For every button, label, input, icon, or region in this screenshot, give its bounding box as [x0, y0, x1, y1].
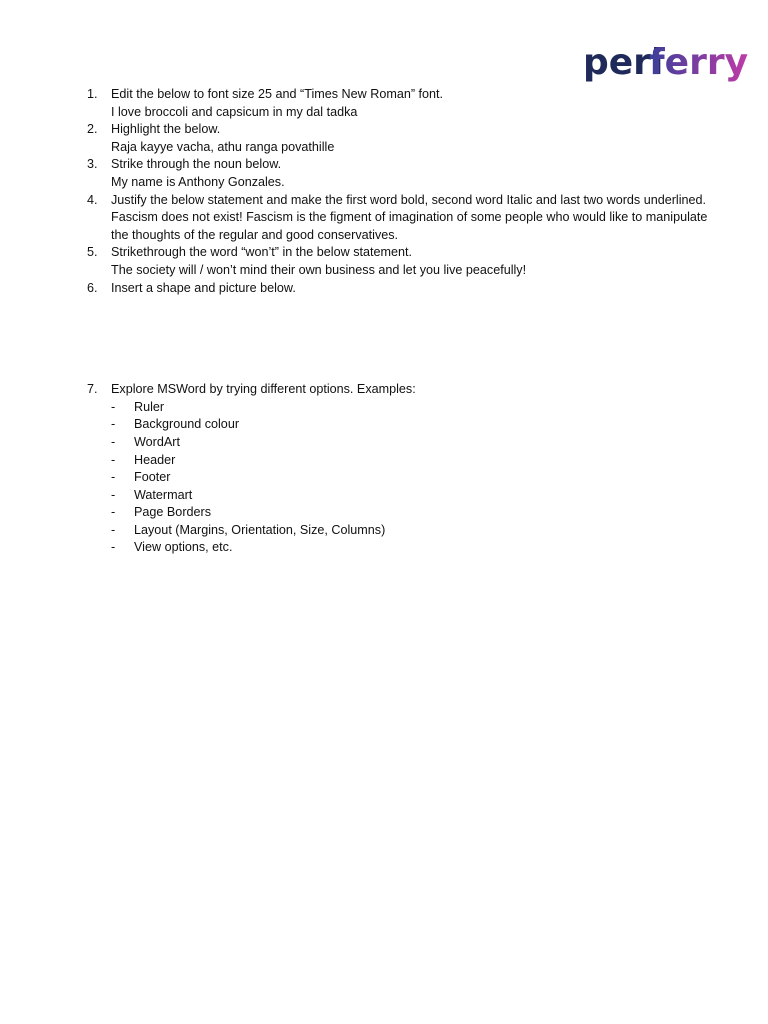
item-number: 7. — [87, 382, 98, 397]
list-item — [80, 121, 740, 156]
list-item — [111, 469, 740, 487]
logo-text-dark: peri — [583, 42, 664, 83]
explore-options-list — [111, 399, 740, 557]
bullet: - — [111, 434, 116, 449]
bullet: - — [111, 487, 116, 502]
list-item — [111, 487, 740, 505]
option-label: Layout (Margins, Orientation, Size, Columns) — [134, 522, 386, 537]
option-label: View options, etc. — [134, 540, 233, 555]
item-number: 2. — [87, 122, 98, 137]
list-item — [80, 156, 740, 191]
item-line: Highlight the below. — [111, 122, 221, 137]
option-label: Footer — [134, 470, 171, 485]
list-item — [80, 192, 740, 245]
item-number: 4. — [87, 192, 98, 207]
bullet: - — [111, 452, 116, 467]
item-line: Insert a shape and picture below. — [111, 280, 296, 295]
bullet: - — [111, 399, 116, 414]
item-line: Strike through the noun below. — [111, 157, 282, 172]
periferry-logo — [583, 38, 753, 86]
list-item — [111, 434, 740, 452]
item-line: Raja kayye vacha, athu ranga povathille — [111, 139, 335, 154]
item-number: 3. — [87, 157, 98, 172]
instructions-list — [80, 86, 740, 557]
list-item — [80, 381, 740, 557]
blank-space — [80, 297, 740, 381]
option-label: Page Borders — [134, 505, 212, 520]
item-line: Justify the below statement and make the first word bold, second word Italic and last two words underlined. — [111, 192, 707, 207]
option-label: Background colour — [134, 417, 240, 432]
logo-text-gradient: ferry — [649, 42, 749, 83]
option-label: Ruler — [134, 399, 165, 414]
item-line: I love broccoli and capsicum in my dal tadka — [111, 104, 358, 119]
item-line: the thoughts of the regular and good conservatives. — [111, 227, 399, 242]
option-label: Header — [134, 452, 176, 467]
item-number: 6. — [87, 280, 98, 295]
bullet: - — [111, 417, 116, 432]
bullet: - — [111, 522, 116, 537]
list-item — [111, 539, 740, 557]
list-item — [80, 244, 740, 279]
item-number: 5. — [87, 245, 98, 260]
item-number: 1. — [87, 87, 98, 101]
item-line: My name is Anthony Gonzales. — [111, 174, 285, 189]
option-label: WordArt — [134, 434, 180, 449]
list-item — [80, 280, 740, 298]
item-line: Strikethrough the word “won’t” in the below statement. — [111, 245, 413, 260]
item-line: The society will / won’t mind their own business and let you live peacefully! — [111, 262, 527, 277]
item-line: Explore MSWord by trying different options. Examples: — [111, 382, 416, 397]
list-item — [111, 452, 740, 470]
list-item — [111, 416, 740, 434]
option-label: Watermart — [134, 487, 193, 502]
bullet: - — [111, 470, 116, 485]
item-line: Edit the below to font size 25 and “Times New Roman” font. — [111, 87, 444, 101]
bullet: - — [111, 540, 116, 555]
list-item — [80, 86, 740, 121]
item-line: Fascism does not exist! Fascism is the figment of imagination of some people who would like to manipulate — [111, 210, 708, 225]
list-item — [111, 399, 740, 417]
list-item — [111, 522, 740, 540]
list-item — [111, 504, 740, 522]
bullet: - — [111, 505, 116, 520]
